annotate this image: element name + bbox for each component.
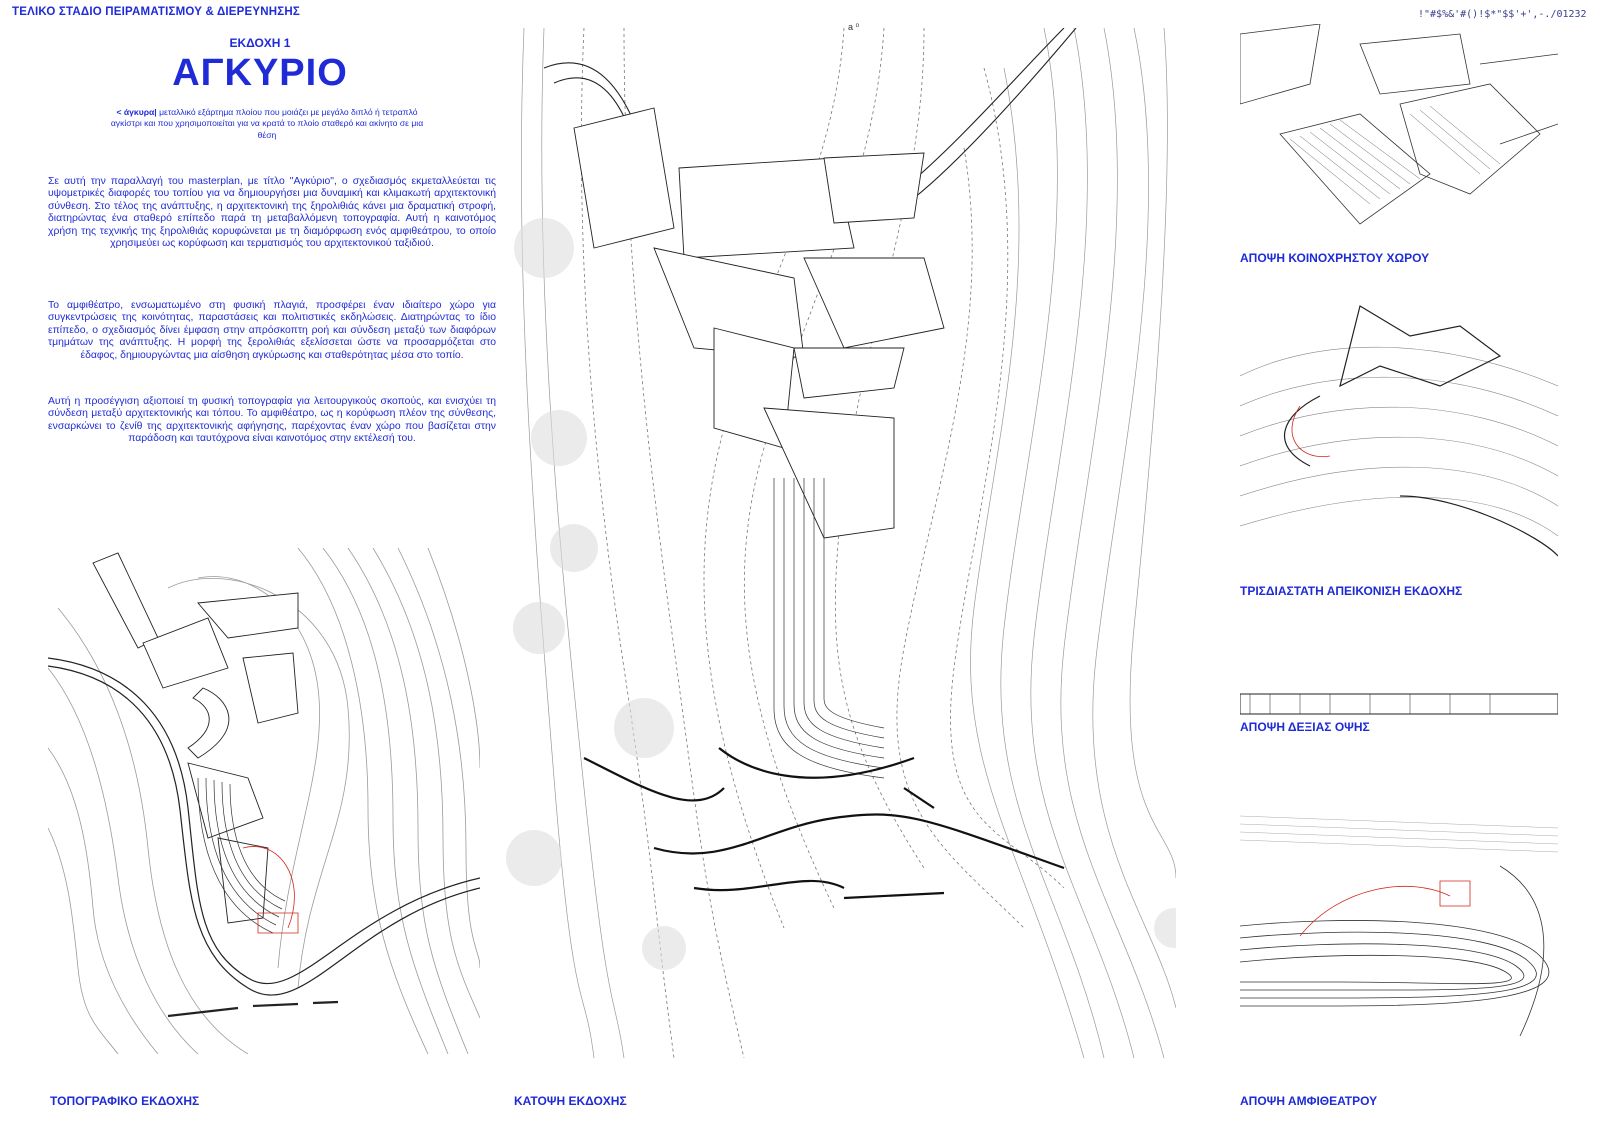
caption-amphitheatre: ΑΠΟΨΗ ΑΜΦΙΘΕΑΤΡΟΥ — [1240, 1094, 1378, 1108]
three-d-view — [1240, 296, 1558, 568]
drawing-mark: a ⁰ — [848, 22, 860, 32]
definition-note — [102, 107, 432, 141]
definition-text: μεταλλικό εξάρτημα πλοίου που μοιάζει με μεγάλο διπλό ή τετραπλό αγκίστρι και που χρησιμοποιείται για να κρατά το πλοίο σταθερό και ακίνητο σε μια θέση — [110, 107, 424, 140]
definition-term: < άγκυρα| — [116, 107, 157, 117]
amphitheatre-view — [1240, 806, 1558, 1058]
plan-retaining-walls — [584, 748, 1064, 898]
description-paragraph: Αυτή η προσέγγιση αξιοποιεί τη φυσική τοπογραφία για λειτουργικούς σκοπούς, και ενισχύει τη σύνδεση μεταξύ αρχιτεκτονικής και τόπου. Το αμφιθέατρο, ως η κορύφωση πλέον της σύνθεσης, ενσαρκώνει το ζενίθ της αρχιτεκτονικής αφήγησης, παρέχοντας έναν χώρο που βασίζεται στην παράδοση και ταυτόχρονα είναι καινοτόμος στην εκτέλεσή του. — [48, 396, 496, 445]
version-label: ΕΚΔΟΧΗ 1 — [229, 36, 291, 50]
version-title: ΑΓΚΥΡΙΟ — [172, 52, 348, 94]
caption-topographic: ΤΟΠΟΓΡΑΦΙΚΟ ΕΚΔΟΧΗΣ — [50, 1094, 200, 1108]
retaining-walls — [168, 1002, 338, 1016]
sheet-code: !"#$%&'#()!$*"$$'+',-./01232 — [1418, 9, 1587, 20]
plan-buildings — [574, 108, 944, 538]
caption-common-space: ΑΠΟΨΗ ΚΟΙΝΟΧΡΗΣΤΟΥ ΧΩΡΟΥ — [1240, 251, 1430, 265]
topographic-drawing — [48, 548, 480, 1054]
description-paragraph: Σε αυτή την παραλλαγή του masterplan, με τίτλο "Αγκύριο", ο σχεδιασμός εκμεταλλεύεται τις υψομετρικές διαφορές του τοπίου για να δημιουργήσει μια δυναμική και κλιμακωτή αρχιτεκτονική σύνθεση. Στο τέλος της ανάπτυξης, η αρχιτεκτονική της ξηρολιθιάς κάνει μια δραματική στροφή, διατηρώντας ένα σταθερό επίπεδο παρά τη μεταβαλλόμενη τοπογραφία. Αυτή η καινοτόμος χρήση της τεχνικής της ξηρολιθιάς κορυφώνεται με τη διαμόρφωση ενός αμφιθεάτρου, το οποίο χρησιμεύει ως κορύφωση και τερματισμός του αρχιτεκτονικού ταξιδιού. — [48, 176, 496, 250]
sheet-title: ΤΕΛΙΚΟ ΣΤΑΔΙΟ ΠΕΙΡΑΜΑΤΙΣΜΟΥ & ΔΙΕΡΕΥΝΗΣΗΣ — [12, 6, 301, 18]
right-elevation-view — [1240, 692, 1558, 716]
caption-right-elevation: ΑΠΟΨΗ ΔΕΞΙΑΣ ΟΨΗΣ — [1240, 720, 1370, 734]
caption-plan: ΚΑΤΟΨΗ ΕΚΔΟΧΗΣ — [514, 1094, 627, 1108]
common-space-view — [1240, 24, 1558, 240]
building-complex — [93, 553, 298, 923]
caption-three-d: ΤΡΙΣΔΙΑΣΤΑΤΗ ΑΠΕΙΚΟΝΙΣΗ ΕΚΔΟΧΗΣ — [1240, 584, 1463, 598]
description-paragraph: Το αμφιθέατρο, ενσωματωμένο στη φυσική πλαγιά, προσφέρει έναν ιδιαίτερο χώρο για συγκεντρώσεις της κοινότητας, παραστάσεις και πολιτιστικές εκδηλώσεις. Διατηρώντας το ίδιο επίπεδο, ο σχεδιασμός δίνει έμφαση στην απρόσκοπτη ροή και σύνδεση μεταξύ των διαφόρων τμημάτων της ανάπτυξης. Η μορφή της ξερολιθιάς εξελίσσεται ώστε να προσαρμόζεται στο έδαφος, δημιουργώντας μια αίσθηση αγκύρωσης και σταθερότητας μέσα στο τοπίο. — [48, 300, 496, 361]
plan-drawing — [504, 28, 1176, 1058]
